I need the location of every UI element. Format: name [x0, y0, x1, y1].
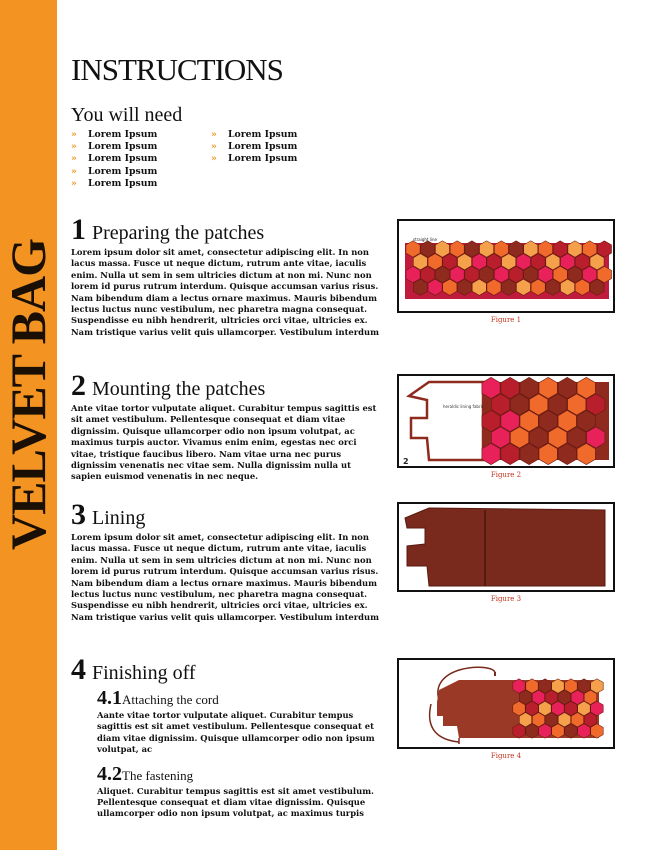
- you-will-need-heading: You will need: [71, 104, 183, 126]
- section-body: Lorem ipsum dolor sit amet, consectetur adipiscing elit. In non lacus massa. Fusce ut neque dictum, rutrum ante vitae, iaculis enim. Nulla ut sem in sem ultricies dictum at non mi. Nunc non lorem id purus rutrum interdum. Quisque accumsan varius risus. Nam bibendum diam a lectus ornare maximus. Mauris bibendum lectus luctus nunc vestibulum, nec pharetra magna consequat. Suspendisse eu nibh hendrerit, ultricies orci vitae, ultricies ex. Nam tristique varius velit quis ullamcorper. Vestibulum interdum: [71, 532, 379, 622]
- list-item: » Lorem Ipsum: [71, 141, 158, 153]
- list-item: » Lorem Ipsum: [71, 153, 158, 165]
- chevron-right-icon: »: [71, 141, 77, 153]
- supplies-list-col1: [71, 129, 157, 190]
- velvet-lining: [405, 508, 605, 586]
- subsection-number: 4.1: [97, 687, 122, 709]
- list-item: » Lorem Ipsum: [211, 153, 298, 165]
- figure-caption: Figure 2: [490, 471, 522, 479]
- list-item: » Lorem Ipsum: [71, 165, 158, 177]
- subsection-title: The fastening: [122, 767, 194, 783]
- hexagon-pattern: [513, 679, 603, 738]
- section-heading: [71, 369, 381, 402]
- section-finishing-off: [71, 653, 381, 820]
- chevron-right-icon: »: [211, 141, 217, 153]
- subsection-heading: [97, 764, 381, 786]
- figure-3: [397, 502, 615, 592]
- subsection-title: Attaching the cord: [122, 692, 219, 707]
- section-body: Lorem ipsum dolor sit amet, consectetur adipiscing elit. In non lacus massa. Fusce ut neque dictum, rutrum ante vitae, iaculis enim. Nulla ut sem in sem ultricies dictum at non mi. Nunc non lorem id purus rutrum interdum. Quisque accumsan varius risus. Nam bibendum diam a lectus ornare maximus. Mauris bibendum lectus luctus nunc vestibulum, nec pharetra magna consequat. Suspendisse eu nibh hendrerit, ultricies orci vitae, ultricies ex. Nam tristique varius velit quis ullamcorper. Vestibulum interdum: [71, 247, 379, 337]
- list-item: » Lorem Ipsum: [71, 177, 158, 189]
- section-title: Lining: [92, 507, 146, 529]
- section-title: Finishing off: [92, 662, 196, 684]
- figure-image-note: heraldic lining fabric: [443, 404, 484, 409]
- figure-2: [397, 374, 615, 468]
- section-title: Mounting the patches: [92, 378, 266, 400]
- section-number: 3: [71, 498, 86, 531]
- figure-number-label: 2: [403, 457, 409, 466]
- chevron-right-icon: »: [211, 129, 217, 140]
- subsection-body: Aliquet. Curabitur tempus sagittis est sit amet vestibulum. Pellentesque consequat et diam vitae dignissim. Quisque ullamcorper odio non ipsum volutpat, ac maximus turpis: [97, 785, 374, 819]
- section-heading: [71, 213, 381, 246]
- sidebar-band: [0, 0, 57, 850]
- chevron-right-icon: »: [71, 165, 77, 177]
- subsection-heading: [97, 688, 381, 710]
- sidebar-title: VELVET BAG: [0, 239, 56, 550]
- subsection-number: 4.2: [97, 762, 122, 785]
- hexagon-pattern: [406, 241, 612, 296]
- figure-image-note: straight line: [413, 237, 437, 242]
- section-heading: [71, 498, 381, 531]
- subsection-body: Aante vitae tortor vulputate aliquet. Curabitur tempus sagittis est sit amet vestibulum. Pellentesque consequat et diam vitae dignissim. Quisque ullamcorper odio non ipsum volutpat, ac: [97, 710, 375, 755]
- hexagon-pattern: [482, 377, 605, 464]
- section-number: 1: [71, 213, 86, 246]
- chevron-right-icon: »: [71, 177, 77, 189]
- supplies-list-col2: [211, 129, 297, 166]
- mounting-patches-image: [399, 376, 613, 466]
- figure-4: [397, 658, 615, 749]
- list-item: » Lorem Ipsum: [211, 141, 298, 153]
- subsection-attaching-cord: [97, 688, 381, 756]
- section-number: 2: [71, 369, 86, 402]
- section-number: 4: [71, 653, 86, 686]
- section-lining: [71, 498, 381, 623]
- subsection-fastening: [97, 764, 381, 820]
- chevron-right-icon: »: [71, 129, 77, 140]
- section-body: Ante vitae tortor vulputate aliquet. Curabitur tempus sagittis est sit amet vestibulum. Pellentesque consequat et diam vitae dignissim. Quisque ullamcorper odio non ipsum volutpat, ac maximus turpis auctor. Vivamus enim enim, egestas nec orci vitae, tristique faucibus libero. Nam vitae urna nec purus dignissim venenatis nec vitae sem. Nulla dignissim nulla ut sapien euismod venenatis in nec neque.: [71, 403, 377, 482]
- figure-caption: Figure 3: [490, 595, 522, 603]
- page-title: INSTRUCTIONS: [71, 52, 283, 87]
- section-title: Preparing the patches: [92, 222, 265, 244]
- list-item: » Lorem Ipsum: [71, 129, 158, 140]
- section-heading: [71, 653, 381, 686]
- finished-bag-image: [399, 660, 613, 747]
- hexagon-patches-image: [399, 221, 613, 311]
- section-preparing-patches: [71, 213, 381, 338]
- section-mounting-patches: [71, 369, 381, 483]
- lining-outline: [409, 382, 483, 460]
- lining-image: [399, 504, 613, 590]
- list-item: » Lorem Ipsum: [211, 129, 298, 140]
- chevron-right-icon: »: [71, 153, 77, 165]
- chevron-right-icon: »: [211, 153, 217, 165]
- figure-caption: Figure 4: [490, 752, 522, 760]
- figure-caption: Figure 1: [490, 316, 522, 324]
- figure-1: [397, 219, 615, 313]
